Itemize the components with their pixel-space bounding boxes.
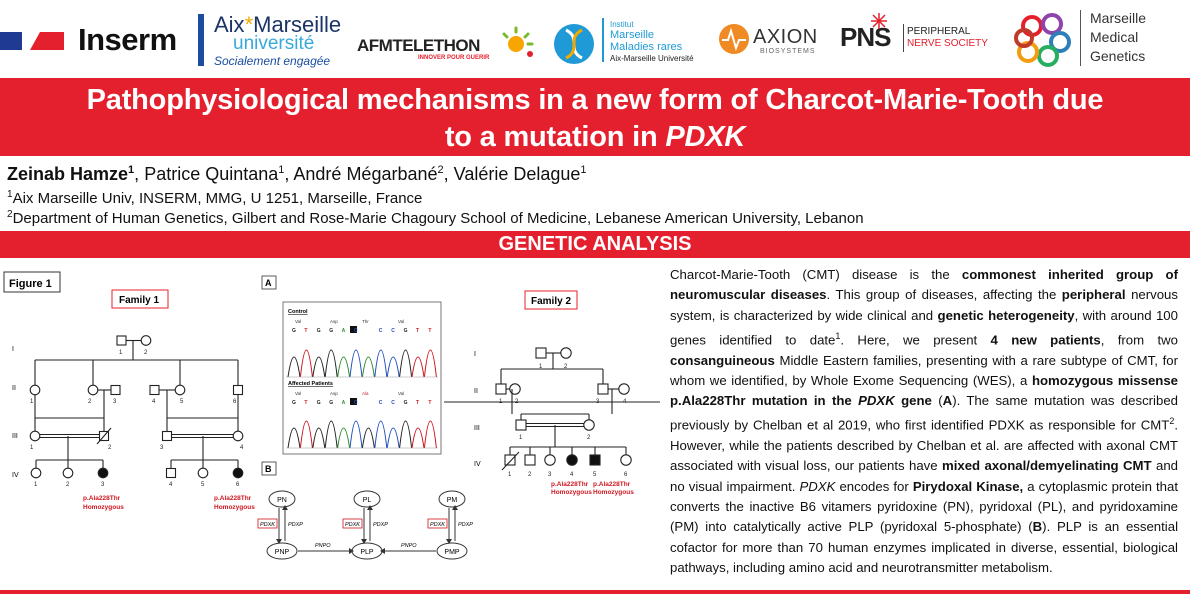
f1-gen-IV: IV xyxy=(12,472,19,479)
svg-text:PDXK: PDXK xyxy=(345,522,360,528)
panel-a-label: A xyxy=(265,278,272,288)
mmg-divider xyxy=(1080,10,1081,66)
intro-text-run: and no visual impairment. xyxy=(670,458,1178,494)
svg-text:3: 3 xyxy=(160,445,164,451)
svg-text:PL: PL xyxy=(362,497,372,504)
svg-text:3: 3 xyxy=(101,482,105,488)
svg-text:1: 1 xyxy=(539,364,543,370)
amu-logo-line3: Socialement engagée xyxy=(214,54,331,68)
f1-IV3-affected-female xyxy=(98,468,108,478)
svg-text:Ala: Ala xyxy=(362,391,369,396)
intro-text-run: PDXK xyxy=(799,478,836,494)
svg-text:PDXP: PDXP xyxy=(288,522,303,528)
base-call: A xyxy=(341,400,346,406)
base-call: C xyxy=(378,328,383,334)
axion-icon xyxy=(718,22,750,56)
intro-text-run: peripheral xyxy=(1061,287,1126,303)
title-band xyxy=(0,78,1190,156)
f1-IV6-affected-female xyxy=(233,468,243,478)
svg-text:PDXK: PDXK xyxy=(430,522,445,528)
f1-gen-I: I xyxy=(12,346,14,353)
authors-line: Zeinab Hamze$^1$, Patrice Quintana$^1$, André Mégarbané$^2$, Valérie Delague$^1$ xyxy=(7,164,587,184)
base-call: T xyxy=(304,400,308,406)
afm-logo: AFMTELETHON xyxy=(357,36,480,55)
svg-text:2: 2 xyxy=(144,350,148,356)
svg-text:Val: Val xyxy=(295,391,302,396)
base-call: G xyxy=(329,400,334,406)
f1-homozygous-label-1: Homozygous xyxy=(83,504,124,511)
f1-IV2-female xyxy=(63,468,73,478)
title-line-2: to a mutation in PDXK xyxy=(444,121,746,153)
svg-text:6: 6 xyxy=(233,399,237,405)
svg-text:3: 3 xyxy=(113,399,117,405)
family2-pedigree xyxy=(444,348,660,470)
axion-logo-sub: BIOSYSTEMS xyxy=(760,48,816,55)
f1-II5-female xyxy=(175,385,185,395)
panel-b-label: B xyxy=(265,464,272,474)
affiliation-1: $^1$Aix Marseille Univ, INSERM, MMG, U 1251, Marseille, France xyxy=(7,189,423,207)
base-call: C xyxy=(391,328,395,334)
affiliation-2: $^2$Department of Human Genetics, Gilbert and Rose-Marie Chagoury School of Medicine, Lebanese American University, Lebanon xyxy=(7,209,864,227)
intro-text-run: 4 new patients xyxy=(990,332,1101,348)
title-gene: PDXK xyxy=(665,121,746,153)
intro-text-run: mixed axonal/demyelinating CMT xyxy=(941,458,1152,474)
mmg-logo-2: Medical xyxy=(1090,29,1139,45)
base-call: G xyxy=(403,400,408,406)
author-2: Patrice Quintana$^1$ xyxy=(144,164,285,184)
svg-text:2: 2 xyxy=(515,399,519,405)
svg-text:1: 1 xyxy=(34,482,38,488)
svg-text:1: 1 xyxy=(508,472,512,478)
sun-icon xyxy=(500,26,536,60)
mmg-logo-1: Marseille xyxy=(1090,10,1147,26)
intro-text-run: genetic heterogeneity xyxy=(937,307,1075,323)
f1-II4-male xyxy=(150,386,159,395)
svg-text:PNPO: PNPO xyxy=(401,543,417,549)
bottom-rule xyxy=(0,590,1190,594)
svg-text:PNP: PNP xyxy=(274,549,290,556)
svg-text:PN: PN xyxy=(277,497,287,504)
svg-text:Val: Val xyxy=(295,319,302,324)
f2-homozygous-label-1: Homozygous xyxy=(551,489,592,496)
f1-III4-female xyxy=(233,431,243,441)
intro-text-run: encodes for xyxy=(835,478,913,494)
base-call: C xyxy=(391,400,395,406)
f1-II1-female xyxy=(30,385,40,395)
base-call: C xyxy=(378,400,383,406)
base-call: G xyxy=(292,328,296,334)
figure-1 xyxy=(0,262,660,594)
svg-text:5: 5 xyxy=(201,482,205,488)
svg-text:5: 5 xyxy=(593,472,597,478)
intro-text-run: , from two xyxy=(1100,332,1178,348)
logo-bar xyxy=(0,0,1190,78)
dna-icon xyxy=(552,22,602,66)
base-call: G xyxy=(403,328,408,334)
author-1: Zeinab Hamze$^1$ xyxy=(7,164,135,184)
base-call: G xyxy=(316,328,321,334)
author-3: André Mégarbané$^2$ xyxy=(293,164,444,184)
f1-III3-male xyxy=(163,432,172,441)
f1-gen-II: II xyxy=(12,385,16,392)
svg-text:1: 1 xyxy=(519,435,523,441)
svg-text:3: 3 xyxy=(596,399,600,405)
pns-divider xyxy=(903,24,904,52)
f2-gen-II: II xyxy=(474,388,478,395)
intro-text-run: . This group of diseases, affecting the xyxy=(826,287,1062,303)
svg-text:1: 1 xyxy=(30,399,34,405)
mmg-logo xyxy=(1090,9,1146,66)
section-header-genetic-analysis: GENETIC ANALYSIS xyxy=(0,231,1190,258)
base-call: T xyxy=(304,328,308,334)
svg-text:4: 4 xyxy=(240,445,244,451)
svg-text:2: 2 xyxy=(587,435,591,441)
pns-logo-1: PERIPHERAL xyxy=(907,26,971,37)
axion-logo: AXION xyxy=(753,26,818,48)
pns-logo: PNS xyxy=(840,22,891,52)
base-call: A xyxy=(366,328,371,334)
figure-label: Figure 1 xyxy=(9,278,52,290)
svg-text:PDXP: PDXP xyxy=(373,522,388,528)
svg-text:2: 2 xyxy=(66,482,70,488)
intro-text-run: . However, while the patients described by Chelban et al. are affected with axonal CMT associated with visual loss, our patients have xyxy=(670,417,1178,474)
f1-IV5-female xyxy=(198,468,208,478)
intro-text-run: nervous system, is characterized by wide clinical and xyxy=(670,287,1178,323)
figure-svg xyxy=(0,262,660,594)
svg-text:PDXP: PDXP xyxy=(458,522,473,528)
svg-text:4: 4 xyxy=(152,399,156,405)
base-call: A xyxy=(341,328,346,334)
f2-mutation-label-1: p.Ala228Thr xyxy=(551,481,589,488)
intro-text-run: gene xyxy=(894,393,932,409)
intro-text-run: ( xyxy=(931,393,943,409)
intro-text-run: A xyxy=(942,393,953,409)
f1-homozygous-label-2: Homozygous xyxy=(214,504,255,511)
svg-text:PMP: PMP xyxy=(444,549,460,556)
intro-text-run: B xyxy=(1032,519,1043,535)
mmg-knot-icon xyxy=(1012,8,1074,70)
base-call: G xyxy=(292,400,296,406)
svg-text:2: 2 xyxy=(564,364,568,370)
imm-logo-3: Maladies rares xyxy=(610,41,683,53)
f2-homozygous-label-2: Homozygous xyxy=(593,489,634,496)
svg-text:1: 1 xyxy=(499,399,503,405)
f1-IV4-male xyxy=(167,469,176,478)
svg-text:PLP: PLP xyxy=(360,549,374,556)
svg-text:Asp: Asp xyxy=(330,391,338,396)
intro-text-run: a cytoplasmic protein that converts the inactive B6 vitamers pyridoxine (PN), pyridoxal (PL), and pyridoxamine (PM) into catalytically active PLP (pyridoxal 5-phosphate) ( xyxy=(670,478,1178,535)
svg-text:6: 6 xyxy=(236,482,240,488)
family1-label: Family 1 xyxy=(119,295,160,306)
pns-logo-2: NERVE SOCIETY xyxy=(907,38,988,49)
imm-logo-2: Marseille xyxy=(610,29,655,41)
french-flag-logo xyxy=(0,28,66,54)
intro-text-run: Pirydoxal Kinase, xyxy=(912,478,1024,494)
intro-text-run: commonest inherited group of neuromuscular diseases xyxy=(670,267,1179,303)
inserm-logo: Inserm xyxy=(78,22,177,57)
f1-I1-male xyxy=(117,336,126,345)
chromatogram-control-label: Control xyxy=(288,309,308,315)
svg-text:6: 6 xyxy=(624,472,628,478)
author-4: Valérie Delague$^1$ xyxy=(453,164,587,184)
base-call: T xyxy=(428,328,432,334)
star-icon xyxy=(870,12,888,30)
f2-gen-III: III xyxy=(474,425,480,432)
amu-logo-line2: université xyxy=(233,33,315,54)
svg-text:4: 4 xyxy=(570,472,574,478)
intro-text-run: ). PLP is an essential cofactor for more than 70 human enzymes implicated in diverse, essential, biological pathways, including amino acid and neurotransmitter metabolism. xyxy=(670,519,1178,575)
f1-gen-III: III xyxy=(12,433,18,440)
svg-text:Val: Val xyxy=(398,319,405,324)
svg-text:Asp: Asp xyxy=(330,319,338,324)
base-call: G xyxy=(316,400,321,406)
svg-text:1: 1 xyxy=(30,445,34,451)
intro-text-run: PDXK xyxy=(858,393,895,409)
title-line-1: Pathophysiological mechanisms in a new form of Charcot-Marie-Tooth due xyxy=(86,84,1104,116)
base-call: T xyxy=(428,400,432,406)
chromatogram-affected-label: Affected Patients xyxy=(288,381,333,387)
imm-divider xyxy=(602,18,604,62)
svg-text:2: 2 xyxy=(528,472,532,478)
family1-ids xyxy=(30,350,244,488)
f1-I2-female xyxy=(141,336,151,346)
afm-logo-sub: INNOVER POUR GUERIR xyxy=(418,55,490,61)
intro-text-run: homozygous missense p.Ala228Thr mutation in the xyxy=(670,372,1178,409)
f1-II3-male xyxy=(111,386,120,395)
f1-mutation-label-2: p.Ala228Thr xyxy=(214,495,252,502)
svg-text:Val: Val xyxy=(398,391,405,396)
svg-text:2: 2 xyxy=(108,445,112,451)
imm-logo-1: Institut xyxy=(610,20,634,29)
f1-mutation-label-1: p.Ala228Thr xyxy=(83,495,121,502)
imm-logo-4: Aix-Marseille Université xyxy=(610,54,694,63)
f1-II6-male xyxy=(234,386,243,395)
f1-III1-female xyxy=(30,431,40,441)
intro-text-run: consanguineous xyxy=(670,352,775,368)
svg-text:1: 1 xyxy=(119,350,123,356)
svg-text:4: 4 xyxy=(623,399,627,405)
svg-text:PNPO: PNPO xyxy=(315,543,331,549)
intro-text-run: ). The same mutation was described previously by Chelban et al 2019, who first identified PDXK as responsible for CMT xyxy=(670,393,1178,433)
base-call: T xyxy=(416,328,420,334)
intro-text-run: 1 xyxy=(835,330,841,341)
chromatogram-frame xyxy=(283,302,441,454)
family1-pedigree xyxy=(30,336,243,478)
f1-II2-female xyxy=(88,385,98,395)
f2-mutation-label-2: p.Ala228Thr xyxy=(593,481,631,488)
intro-text-run: Middle Eastern families, presenting with a rare subtype of CMT, for whom we identified, by Whole Exome Sequencing (WES), a xyxy=(670,352,1178,388)
svg-text:PDXK: PDXK xyxy=(260,522,275,528)
intro-paragraph xyxy=(670,265,1178,578)
base-call: C xyxy=(354,328,358,334)
base-call: G xyxy=(329,328,334,334)
base-call: C xyxy=(354,400,358,406)
f2-gen-I: I xyxy=(474,351,476,358)
intro-text-run: Charcot-Marie-Tooth (CMT) disease is the xyxy=(670,267,962,282)
svg-text:Thr: Thr xyxy=(362,319,369,324)
poster-title xyxy=(0,78,1190,156)
intro-text-run: . Here, we present xyxy=(840,332,991,348)
amu-bar xyxy=(198,14,204,66)
svg-text:5: 5 xyxy=(180,399,184,405)
svg-text:3: 3 xyxy=(548,472,552,478)
mmg-logo-3: Genetics xyxy=(1090,48,1146,64)
amu-logo-line1: Aix*Marseille xyxy=(214,12,342,37)
svg-text:PM: PM xyxy=(446,497,458,504)
base-call: T xyxy=(416,400,420,406)
family2-label: Family 2 xyxy=(531,296,572,307)
intro-text-run: 2 xyxy=(1169,416,1175,427)
intro-text-run: , with around 100 genes identified to date xyxy=(670,307,1178,348)
base-call: G xyxy=(366,400,371,406)
f2-gen-IV: IV xyxy=(474,461,481,468)
f1-IV1-female xyxy=(31,468,41,478)
svg-text:4: 4 xyxy=(169,482,173,488)
svg-text:2: 2 xyxy=(88,399,92,405)
